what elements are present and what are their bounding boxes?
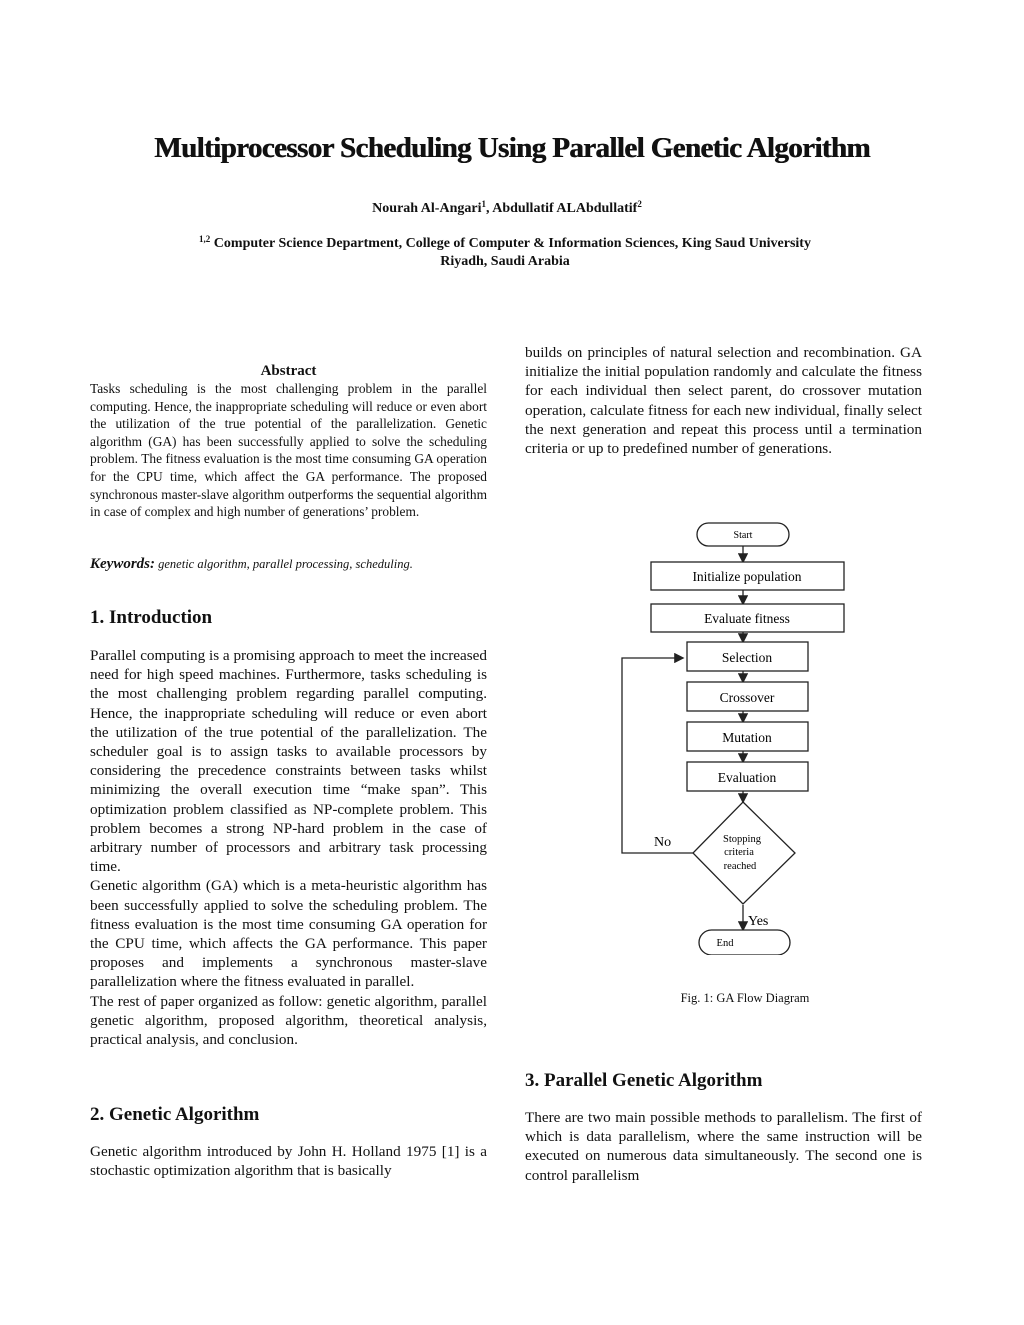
parallel-genetic-algorithm-body: There are two main possible methods to parallelism. The first of which is data parallelism, where the same instruction will be executed on numerous data simultaneously. The second one is control parallelism <box>525 1109 922 1184</box>
figure-caption: Fig. 1: GA Flow Diagram <box>680 991 810 1005</box>
yes-label: Yes <box>748 914 769 929</box>
author-1-affiliation-mark: 1 <box>481 199 486 209</box>
abstract-heading: Abstract <box>260 363 317 379</box>
author-2: Abdullatif ALAbdullatif <box>492 201 638 216</box>
end-terminal <box>699 930 790 955</box>
affiliation-text: Computer Science Department, College of Computer & Information Sciences, King Saud University <box>210 236 811 251</box>
ga-flow-diagram <box>600 515 860 955</box>
introduction-paragraph: The rest of paper organized as follow: genetic algorithm, parallel genetic algorithm, proposed algorithm, theoretical analysis, practical analysis, and conclusion. <box>90 992 487 1049</box>
keywords-text: genetic algorithm, parallel processing, scheduling. <box>155 557 413 571</box>
genetic-algorithm-body: Genetic algorithm introduced by John H. Holland 1975 [1] is a stochastic optimization algorithm that is basically <box>90 1143 487 1180</box>
decision-label: reached <box>723 861 757 872</box>
step-label: Selection <box>721 650 773 665</box>
step-label: Initialize population <box>692 569 802 584</box>
introduction-body <box>90 646 487 1049</box>
decision-label: criteria <box>724 847 754 858</box>
start-label: Start <box>733 530 753 541</box>
step-label: Evaluation <box>717 770 777 785</box>
affiliation-line-2: Riyadh, Saudi Arabia <box>440 254 570 269</box>
author-line <box>0 201 1014 217</box>
step-label: Mutation <box>722 730 772 745</box>
author-1: Nourah Al-Angari <box>372 201 482 216</box>
step-label: Evaluate fitness <box>704 611 790 626</box>
section-heading-introduction: 1. Introduction <box>90 607 213 628</box>
keywords <box>90 555 510 573</box>
step-label: Crossover <box>719 690 775 705</box>
end-label: End <box>716 938 734 949</box>
introduction-paragraph: Parallel computing is a promising approach to meet the increased need for high speed machines. Furthermore, tasks scheduling is the most challenging problem regarding parallel computing. Hence, the inappropriate scheduling will reduce or even abort the utilization of the true potential of the parallelization. The scheduler goal is to assign tasks to available processors by considering the precedence constraints between tasks whilst minimizing the overall execution time “make span”. This optimization problem classified as NP-complete problem. This problem becomes a strong NP-hard problem in the case of arbitrary number of processors and arbitrary task processing time. <box>90 647 487 876</box>
flow-loop-back-arrow <box>622 658 693 853</box>
no-label: No <box>654 835 672 850</box>
genetic-algorithm-continuation: builds on principles of natural selection and recombination. GA initialize the initial population randomly and calculate the fitness for each individual then select parent, do crossover mutation operation, calculate fitness for each new individual, finally select the next generation and repeat this process until a termination criteria or up to predefined number of generations. <box>525 344 922 458</box>
decision-label: Stopping <box>723 834 761 845</box>
affiliation <box>0 235 1010 271</box>
section-heading-parallel-genetic-algorithm: 3. Parallel Genetic Algorithm <box>525 1070 763 1091</box>
author-2-affiliation-mark: 2 <box>637 199 642 209</box>
affiliation-mark: 1,2 <box>199 234 211 244</box>
paper-title: Multiprocessor Scheduling Using Parallel Genetic Algorithm <box>154 132 870 164</box>
author-separator: , <box>485 201 493 216</box>
abstract-body: Tasks scheduling is the most challenging problem in the parallel computing. Hence, the inappropriate scheduling will reduce or even abort the utilization of the true potential of the parallelization. Genetic algorithm (GA) has been successfully applied to solve the scheduling problem. The fitness evaluation is the most time consuming GA operation for the CPU time, which affect the GA performance. The proposed synchronous master-slave algorithm outperforms the sequential algorithm in case of complex and high number of generations’ problem. <box>90 381 487 520</box>
introduction-paragraph: Genetic algorithm (GA) which is a meta-heuristic algorithm has been successfully applied to solve the scheduling problem. The fitness evaluation is the most time consuming GA operation for the CPU time, which affects the GA performance. This paper proposes and implements a synchronous master-slave parallelization where the fitness evaluated in parallel. <box>90 877 487 991</box>
affiliation-line-1 <box>0 235 1010 253</box>
keywords-label: Keywords: <box>90 556 155 572</box>
section-heading-genetic-algorithm: 2. Genetic Algorithm <box>90 1104 260 1125</box>
